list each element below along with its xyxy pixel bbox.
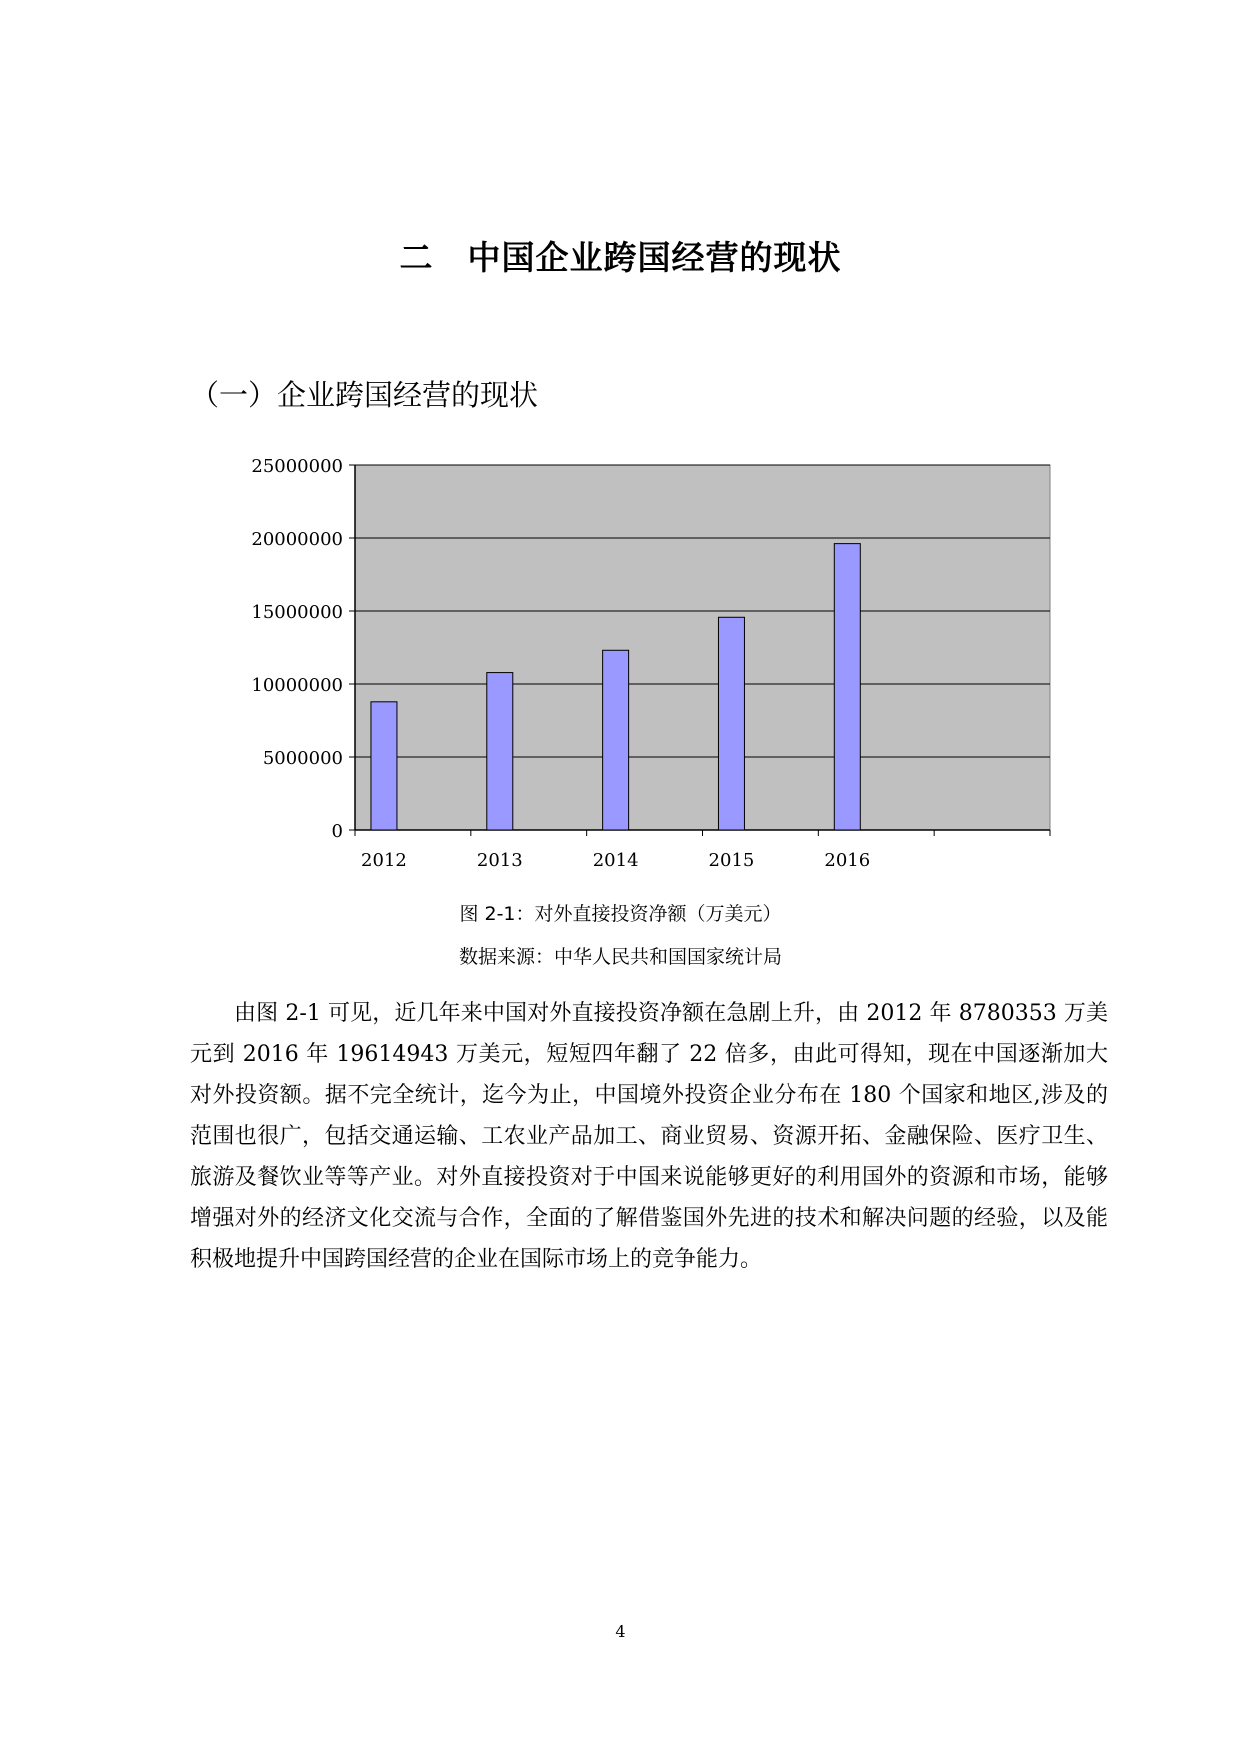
y-tick-label: 10000000 (251, 675, 343, 696)
plot-area (355, 465, 1050, 830)
x-tick-label: 2014 (592, 850, 639, 870)
x-tick-label: 2016 (824, 850, 871, 870)
page-number: 4 (615, 1622, 626, 1641)
y-tick-label: 0 (331, 821, 343, 842)
bar-2016 (834, 544, 860, 830)
x-tick-label: 2013 (476, 850, 523, 870)
y-tick-label: 25000000 (251, 456, 343, 477)
y-tick-label: 15000000 (251, 602, 343, 623)
bar-2012 (371, 702, 397, 830)
bar-2013 (487, 673, 513, 830)
x-tick-label: 2012 (361, 850, 407, 870)
bar-chart (230, 450, 1060, 870)
source-caption: 数据来源：中华人民共和国国家统计局 (458, 946, 782, 968)
y-tick-label: 5000000 (262, 748, 343, 769)
body-paragraph: 由图 2-1 可见，近几年来中国对外直接投资净额在急剧上升，由 2012 年 8780353 万美元到 2016 年 19614943 万美元，短短四年翻了 22 倍多，由此可得知，现在中国逐渐加大对外投资额。据不完全统计，迄今为止，中国境外投资企业分布在 180 个国家和地区,涉及的范围也很广，包括交通运输、工农业产品加工、商业贸易、资源开拓、金融保险、医疗卫生、旅游及餐饮业等等产业。对外直接投资对于中国来说能够更好的利用国外的资源和市场，能够增强对外的经济文化交流与合作，全面的了解借鉴国外先进的技术和解决问题的经验，以及能积极地提升中国跨国经营的企业在国际市场上的竞争能力。 (190, 1001, 1108, 1272)
figure-caption: 图 2-1：对外直接投资净额（万美元） (459, 903, 782, 925)
x-tick-label: 2015 (708, 850, 755, 870)
bar-2015 (718, 617, 744, 830)
section-title: （一）企业跨国经营的现状 (190, 378, 539, 412)
y-tick-label: 20000000 (251, 529, 343, 550)
bar-2014 (603, 650, 629, 830)
chapter-title: 二 中国企业跨国经营的现状 (399, 238, 842, 277)
